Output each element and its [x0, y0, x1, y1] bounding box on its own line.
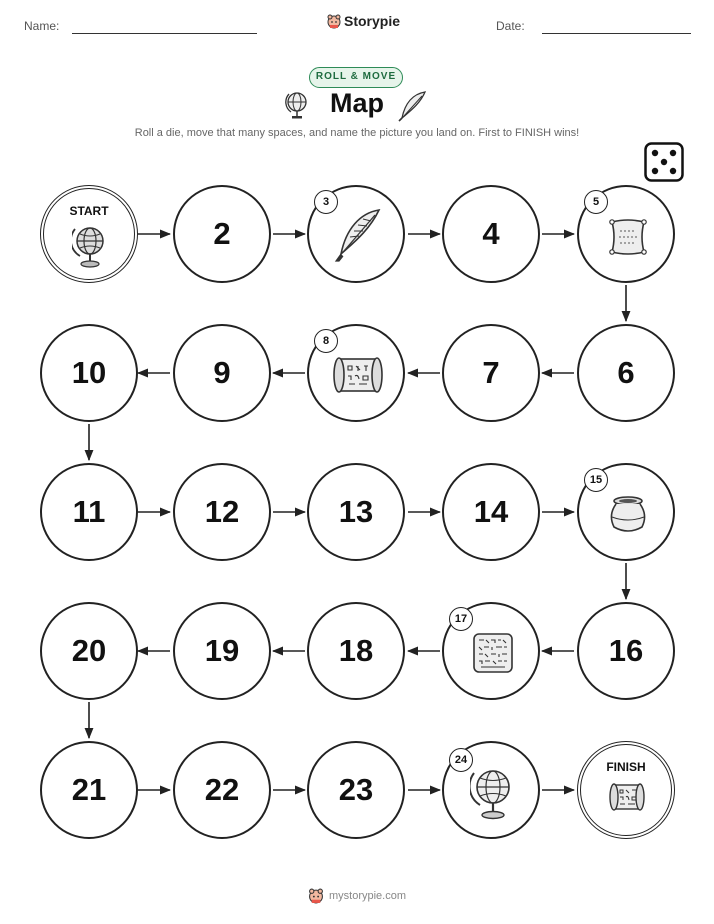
- space-number-tag: 15: [584, 468, 608, 492]
- space-number: 14: [473, 494, 509, 529]
- space-6: [577, 324, 675, 422]
- brand-name: Storypie: [344, 13, 401, 29]
- space-22: [173, 741, 271, 839]
- space-9: [173, 324, 271, 422]
- space-20: [40, 602, 138, 700]
- name-label: Name:: [24, 19, 60, 33]
- roll-and-move-badge: ROLL & MOVE: [309, 67, 403, 88]
- space-number-tag: 24: [449, 748, 473, 772]
- space-number: 6: [617, 355, 635, 390]
- space-number-tag: 5: [584, 190, 608, 214]
- space-number: 10: [71, 355, 107, 390]
- clay-pot-icon: [606, 495, 650, 535]
- space-number: 11: [72, 494, 106, 529]
- space-19: [173, 602, 271, 700]
- date-label: Date:: [496, 19, 525, 33]
- storypie-mascot-icon: [308, 888, 324, 904]
- space-11: [40, 463, 138, 561]
- finish-space: [577, 741, 675, 839]
- space-number: 16: [608, 633, 644, 668]
- footer: [308, 888, 406, 904]
- space-number: 21: [71, 772, 107, 807]
- space-10: [40, 324, 138, 422]
- parchment-icon: [608, 217, 648, 257]
- space-number-tag: 3: [314, 190, 338, 214]
- space-number: 18: [338, 633, 374, 668]
- quill-pen-icon: [333, 207, 383, 263]
- space-2: [173, 185, 271, 283]
- start-label: START: [69, 204, 109, 218]
- space-number: 20: [71, 633, 107, 668]
- space-number: 9: [213, 355, 231, 390]
- space-number: 7: [482, 355, 500, 390]
- space-number: 22: [204, 772, 240, 807]
- page-title: Map: [330, 88, 384, 118]
- space-number: 19: [204, 633, 240, 668]
- globe-icon: [72, 223, 108, 269]
- space-number-tag: 17: [449, 607, 473, 631]
- space-number: 23: [338, 772, 374, 807]
- space-21: [40, 741, 138, 839]
- space-18: [307, 602, 405, 700]
- finish-label: FINISH: [606, 760, 646, 774]
- space-16: [577, 602, 675, 700]
- stone-tablet-icon: [471, 631, 515, 675]
- start-space: [40, 185, 138, 283]
- scroll-icon: [331, 354, 385, 396]
- space-12: [173, 463, 271, 561]
- space-number: 12: [204, 494, 240, 529]
- space-number: 4: [482, 216, 500, 251]
- space-number-tag: 8: [314, 329, 338, 353]
- footer-url[interactable]: mystorypie.com: [329, 890, 407, 902]
- space-number: 2: [213, 216, 231, 251]
- space-23: [307, 741, 405, 839]
- space-13: [307, 463, 405, 561]
- space-4: [442, 185, 540, 283]
- scroll-icon: [608, 781, 646, 813]
- instructions: Roll a die, move that many spaces, and name the picture you land on. First to FINISH wins!: [134, 127, 580, 139]
- space-number: 13: [338, 494, 374, 529]
- space-14: [442, 463, 540, 561]
- globe-icon: [470, 765, 516, 821]
- space-7: [442, 324, 540, 422]
